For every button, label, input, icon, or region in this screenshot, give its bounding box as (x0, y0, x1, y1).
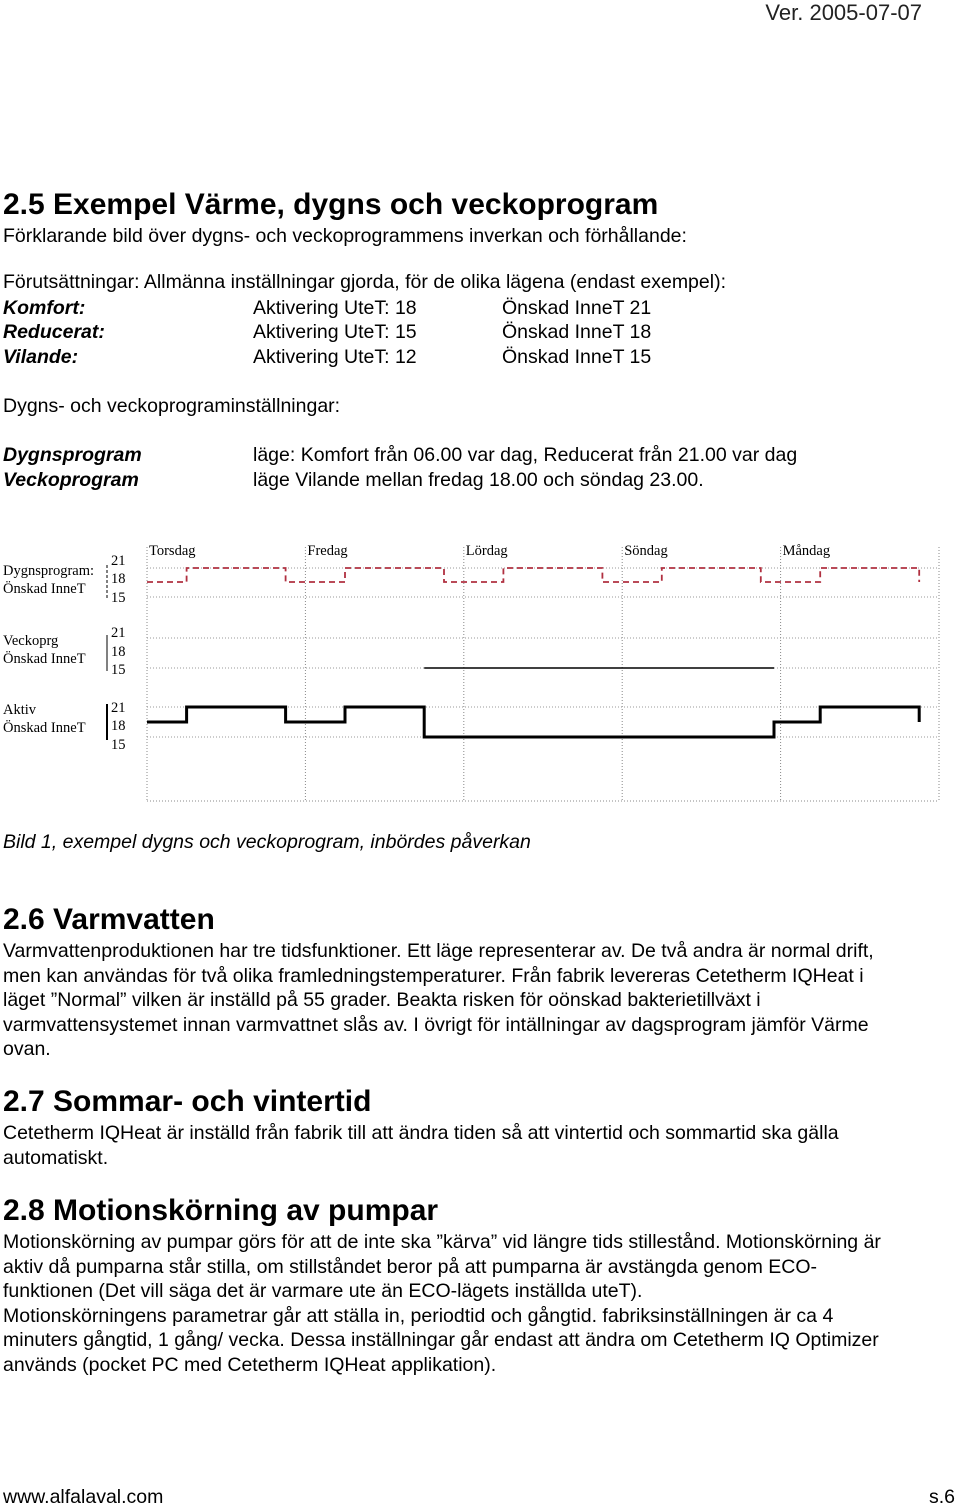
section-2-7-line: automatiskt. (3, 1146, 109, 1169)
y-tick-label: 18 (111, 644, 126, 660)
section-2-8-line: Motionskörning av pumpar görs för att de inte ska ”kärva” vid längre tids stillestånd. Motionskörning är (3, 1231, 881, 1253)
day-label: Torsdag (149, 543, 196, 559)
program-desc-vecko: läge Vilande mellan fredag 18.00 och söndag 23.00. (253, 469, 704, 491)
section-2-7-title: 2.7 Sommar- och vintertid (3, 1085, 372, 1118)
section-2-8-line: Motionskörningens parametrar går att ställa in, periodtid och gångtid. fabriksinställningen är ca 4 (3, 1304, 834, 1327)
day-label: Måndag (782, 543, 831, 559)
settings-heading: Dygns- och veckoprograminställningar: (3, 395, 341, 417)
section-2-8-line: minuters gångtid, 1 gång/ vecka. Dessa inställningar går endast att ändra om Cetetherm IQ Optimizer (3, 1329, 879, 1351)
figure-caption: Bild 1, exempel dygns och veckoprogram, inbördes påverkan (3, 831, 531, 853)
y-tick-label: 15 (111, 590, 126, 606)
mode-desired-komfort: Önskad InneT 21 (502, 297, 652, 319)
row-label: Önskad InneT (3, 581, 86, 597)
y-tick-label: 15 (111, 737, 126, 753)
section-2-8-title: 2.8 Motionskörning av pumpar (3, 1194, 439, 1227)
program-desc-dygn: läge: Komfort från 06.00 var dag, Reducerat från 21.00 var dag (253, 444, 798, 466)
diagram-grid (147, 547, 939, 801)
section-2-8-line: aktiv då pumparna står stilla, om stillståndet beror på att pumparna är avstängda genom ECO- (3, 1255, 817, 1278)
footer-page-number: s.6 (928, 1486, 955, 1508)
mode-activation-vilande: Aktivering UteT: 12 (253, 346, 417, 368)
y-tick-label: 15 (111, 662, 126, 678)
y-tick-label: 18 (111, 718, 126, 734)
program-name-vecko: Veckoprogram (3, 469, 139, 491)
row-label: Önskad InneT (3, 720, 86, 736)
mode-name-reducerat: Reducerat: (3, 321, 105, 343)
row-label: Veckoprg (3, 633, 59, 649)
section-2-5-intro: Förklarande bild över dygns- och veckoprogrammens inverkan och förhållande: (3, 225, 687, 247)
row-label: Dygnsprogram: (3, 563, 95, 579)
mode-name-vilande: Vilande: (3, 346, 79, 368)
y-tick-label: 21 (111, 553, 126, 569)
section-2-6-line: men kan användas för två olika framledningstemperaturer. Från fabrik levereras Cetetherm IQHeat i (3, 964, 864, 987)
day-label: Fredag (307, 543, 348, 559)
diagram-labels (3, 543, 830, 753)
section-2-6-line: Varmvattenproduktionen har tre tidsfunktioner. Ett läge representerar av. De två andra är normal drift, (3, 940, 874, 962)
series-line-1 (147, 568, 919, 582)
section-2-5-title: 2.5 Exempel Värme, dygns och veckoprogram (3, 188, 659, 221)
section-2-8-body (3, 1230, 955, 1377)
prerequisites-text: Förutsättningar: Allmänna inställningar gjorda, för de olika lägena (endast exempel): (3, 271, 726, 293)
y-tick-label: 18 (111, 571, 126, 587)
row-label: Önskad InneT (3, 651, 86, 667)
section-2-6-line: läget ”Normal” vilken är inställd på 55 grader. Beakta risken för oönskad bakterietillväxt i (3, 989, 761, 1011)
day-label: Lördag (465, 543, 508, 559)
section-2-6-line: varmvattensystemet innan varmvattnet slås av. I övrigt för intällningar av dagsprogram jämför Värme (3, 1013, 869, 1036)
footer-website[interactable]: www.alfalaval.com (3, 1486, 164, 1508)
section-2-7-body (3, 1121, 955, 1170)
section-2-8-line: används (pocket PC med Cetetherm IQHeat applikation). (3, 1353, 497, 1376)
section-2-8-line: funktionen (Det vill säga det är varmare ute än ECO-lägets inställda uteT). (3, 1280, 643, 1302)
mode-activation-komfort: Aktivering UteT: 18 (253, 297, 417, 319)
diagram-series (147, 568, 919, 737)
section-2-6-line: ovan. (3, 1038, 51, 1060)
series-line-3 (147, 707, 919, 737)
schedule-diagram (0, 535, 960, 810)
section-2-6-title: 2.6 Varmvatten (3, 903, 215, 936)
mode-desired-vilande: Önskad InneT 15 (502, 346, 652, 368)
program-name-dygn: Dygnsprogram (3, 444, 142, 466)
section-2-7-line: Cetetherm IQHeat är inställd från fabrik till att ändra tiden så att vintertid och sommartid ska gälla (3, 1122, 839, 1144)
mode-desired-reducerat: Önskad InneT 18 (502, 321, 652, 343)
day-label: Söndag (624, 543, 668, 559)
y-tick-label: 21 (111, 700, 126, 716)
mode-activation-reducerat: Aktivering UteT: 15 (253, 321, 417, 343)
section-2-6-body (3, 939, 955, 1062)
y-tick-label: 21 (111, 625, 126, 641)
mode-name-komfort: Komfort: (3, 297, 86, 319)
row-label: Aktiv (3, 702, 37, 718)
version-label: Ver. 2005-07-07 (765, 0, 922, 25)
